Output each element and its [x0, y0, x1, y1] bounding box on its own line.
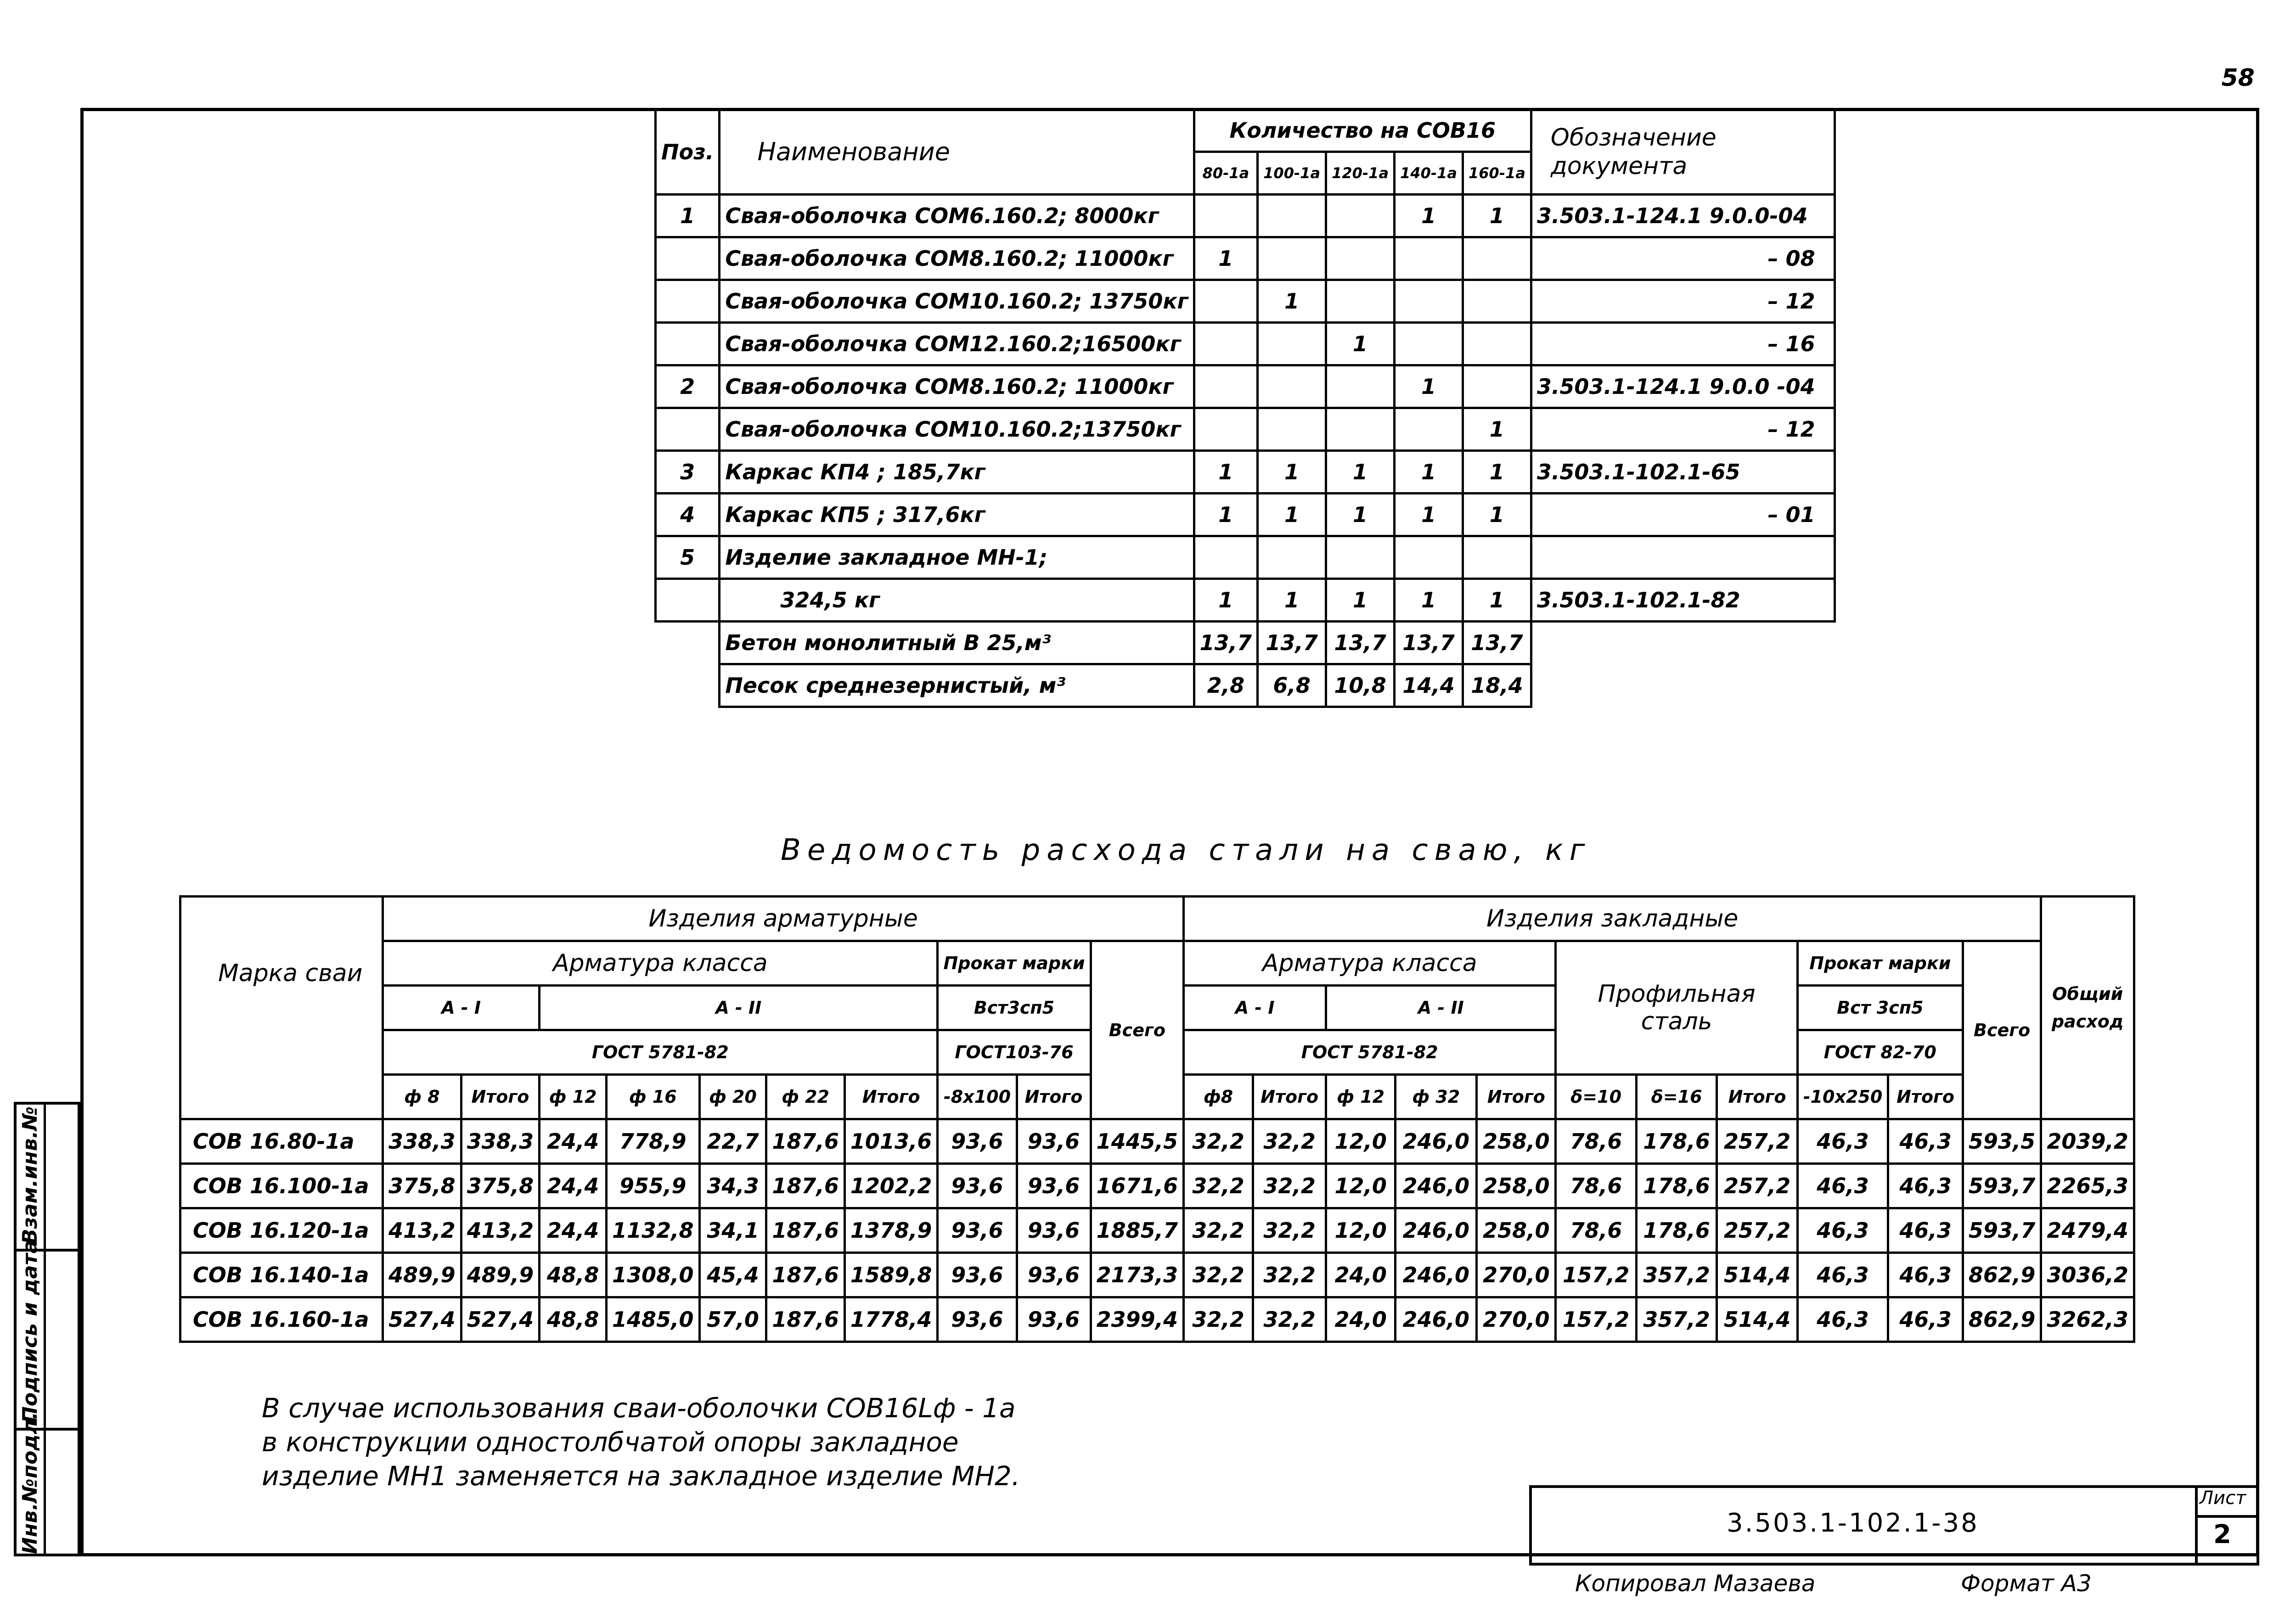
spec-name: Свая-оболочка СОМ8.160.2; 11000кг [720, 365, 1194, 408]
hdr-qty-4: 160-1а [1463, 152, 1531, 195]
steel-cell: 862,9 [1963, 1253, 2041, 1297]
spec-qty [1463, 280, 1531, 323]
steel-cell: 24,4 [540, 1119, 607, 1164]
spec-doc: – 16 [1531, 323, 1835, 365]
spec-name: Изделие закладное МН-1; [720, 536, 1194, 579]
spec-qty [1194, 365, 1258, 408]
spec-extra-empty2 [1531, 664, 1835, 707]
spec-qty [1463, 323, 1531, 365]
spec-extra-row [656, 622, 1835, 664]
steel-cell: 1671,6 [1091, 1164, 1184, 1208]
spec-pos: 5 [656, 536, 720, 579]
sheet-divider [2195, 1515, 2259, 1518]
col-zakl-0: ф8 [1184, 1075, 1253, 1119]
spec-extra-empty [656, 622, 720, 664]
steel-cell: 93,6 [938, 1208, 1017, 1253]
steel-cell: 78,6 [1556, 1164, 1636, 1208]
spec-qty: 1 [1395, 579, 1463, 622]
hdr-total: Общий расход [2041, 897, 2134, 1119]
hdr-vsego-1: Всего [1091, 941, 1184, 1119]
steel-cell: 527,4 [383, 1297, 461, 1342]
spec-name: Каркас КП5 ; 317,6кг [720, 494, 1194, 536]
steel-cell: 246,0 [1396, 1297, 1477, 1342]
sidebar-sign: Подпись и дата [18, 1240, 42, 1423]
steel-mark: СОВ 16.80-1а [180, 1119, 383, 1164]
steel-cell: 46,3 [1797, 1208, 1888, 1253]
spec-qty [1326, 408, 1395, 451]
steel-cell: 46,3 [1797, 1297, 1888, 1342]
steel-cell: 157,2 [1556, 1253, 1636, 1297]
col-zakl-2: ф 12 [1326, 1075, 1396, 1119]
hdr-gost103: ГОСТ103-76 [938, 1030, 1091, 1075]
steel-cell: 270,0 [1477, 1253, 1556, 1297]
spec-extra-qty: 13,7 [1463, 622, 1531, 664]
hdr-prokat-1: Прокат марки [938, 941, 1091, 986]
col-arm-5: ф 22 [766, 1075, 845, 1119]
hdr-pos: Поз. [656, 109, 720, 195]
steel-cell: 187,6 [766, 1208, 845, 1253]
steel-cell: 187,6 [766, 1164, 845, 1208]
spec-name: Свая-оболочка СОМ10.160.2;13750кг [720, 408, 1194, 451]
hdr-a2: А - II [540, 986, 938, 1030]
steel-cell: 46,3 [1797, 1253, 1888, 1297]
steel-cell: 514,4 [1717, 1253, 1797, 1297]
sidebar-divider [44, 1102, 46, 1556]
spec-qty: 1 [1463, 579, 1531, 622]
spec-extra-name: Песок среднезернистый, м³ [720, 664, 1194, 707]
hdr-doc: Обозначение документа [1531, 109, 1835, 195]
steel-cell: 46,3 [1888, 1253, 1963, 1297]
steel-cell: 257,2 [1717, 1164, 1797, 1208]
col-zakl-6: δ=16 [1636, 1075, 1716, 1119]
spec-qty [1463, 536, 1531, 579]
steel-table [179, 895, 2135, 1343]
hdr-marka: Марка сваи [180, 897, 383, 1119]
hdr-a1-zakl: А - I [1184, 986, 1326, 1030]
spec-qty [1258, 195, 1326, 237]
hdr-arm: Изделия арматурные [383, 897, 1184, 941]
steel-cell: 187,6 [766, 1253, 845, 1297]
spec-row [656, 195, 1835, 237]
col-arm-6: Итого [844, 1075, 938, 1119]
steel-cell: 1378,9 [844, 1208, 938, 1253]
spec-pos [656, 280, 720, 323]
steel-cell: 32,2 [1184, 1119, 1253, 1164]
col-arm-1: Итого [461, 1075, 540, 1119]
hdr-vsego-2: Всего [1963, 941, 2041, 1119]
steel-cell: 46,3 [1797, 1119, 1888, 1164]
steel-cell: 258,0 [1477, 1164, 1556, 1208]
steel-cell: 246,0 [1396, 1164, 1477, 1208]
steel-cell: 157,2 [1556, 1297, 1636, 1342]
spec-doc [1531, 536, 1835, 579]
steel-cell: 1013,6 [844, 1119, 938, 1164]
steel-cell: 24,0 [1326, 1297, 1396, 1342]
spec-qty: 1 [1326, 323, 1395, 365]
steel-cell: 46,3 [1888, 1297, 1963, 1342]
steel-cell: 32,2 [1184, 1297, 1253, 1342]
spec-qty [1194, 408, 1258, 451]
steel-cell: 24,0 [1326, 1253, 1396, 1297]
col-arm-3: ф 16 [607, 1075, 700, 1119]
col-arm-2: ф 12 [540, 1075, 607, 1119]
spec-name: Свая-оболочка СОМ12.160.2;16500кг [720, 323, 1194, 365]
spec-qty: 1 [1395, 195, 1463, 237]
steel-cell: 489,9 [461, 1253, 540, 1297]
hdr-name: Наименование [720, 109, 1194, 195]
hdr-armclass-1: Арматура класса [383, 941, 938, 986]
steel-cell: 593,7 [1963, 1208, 2041, 1253]
spec-extra-empty [656, 664, 720, 707]
spec-doc: – 08 [1531, 237, 1835, 280]
steel-cell: 93,6 [1017, 1253, 1091, 1297]
steel-cell: 93,6 [938, 1119, 1017, 1164]
hdr-gost5781: ГОСТ 5781-82 [383, 1030, 938, 1075]
spec-qty: 1 [1395, 365, 1463, 408]
spec-extra-qty: 13,7 [1326, 622, 1395, 664]
spec-doc: 3.503.1-102.1-82 [1531, 579, 1835, 622]
steel-cell: 78,6 [1556, 1119, 1636, 1164]
spec-qty [1326, 365, 1395, 408]
spec-doc: 3.503.1-124.1 9.0.0-04 [1531, 195, 1835, 237]
steel-cell: 375,8 [383, 1164, 461, 1208]
spec-row [656, 579, 1835, 622]
spec-qty [1326, 280, 1395, 323]
steel-cell: 12,0 [1326, 1119, 1396, 1164]
steel-cell: 2399,4 [1091, 1297, 1184, 1342]
steel-cell: 955,9 [607, 1164, 700, 1208]
spec-pos: 4 [656, 494, 720, 536]
col-arm-0: ф 8 [383, 1075, 461, 1119]
note [262, 1391, 1020, 1493]
steel-mark: СОВ 16.160-1а [180, 1297, 383, 1342]
steel-cell: 93,6 [1017, 1297, 1091, 1342]
steel-cell: 1778,4 [844, 1297, 938, 1342]
note-line-2: в конструкции одностолбчатой опоры закладное [262, 1426, 959, 1458]
spec-qty [1326, 237, 1395, 280]
spec-pos: 2 [656, 365, 720, 408]
copied-by: Копировал Мазаева [1575, 1570, 1816, 1597]
col-zakl-1: Итого [1253, 1075, 1326, 1119]
spec-qty: 1 [1258, 494, 1326, 536]
steel-cell: 178,6 [1636, 1164, 1716, 1208]
steel-cell: 93,6 [938, 1253, 1017, 1297]
col-zakl-3: ф 32 [1396, 1075, 1477, 1119]
steel-cell: 32,2 [1253, 1297, 1326, 1342]
format: Формат А3 [1961, 1570, 2092, 1597]
spec-row [656, 365, 1835, 408]
steel-cell: 1308,0 [607, 1253, 700, 1297]
spec-name: Свая-оболочка СОМ8.160.2; 11000кг [720, 237, 1194, 280]
spec-qty: 1 [1463, 494, 1531, 536]
steel-cell: 32,2 [1253, 1164, 1326, 1208]
steel-cell: 46,3 [1888, 1208, 1963, 1253]
hdr-qty-0: 80-1а [1194, 152, 1258, 195]
steel-cell: 258,0 [1477, 1119, 1556, 1164]
hdr-prokat-2: Прокат марки [1797, 941, 1963, 986]
spec-extra-qty: 13,7 [1258, 622, 1326, 664]
steel-cell: 257,2 [1717, 1208, 1797, 1253]
steel-cell: 514,4 [1717, 1297, 1797, 1342]
hdr-qty-3: 140-1а [1395, 152, 1463, 195]
spec-row [656, 408, 1835, 451]
spec-qty [1194, 536, 1258, 579]
steel-row [180, 1253, 2134, 1297]
spec-extra-qty: 14,4 [1395, 664, 1463, 707]
steel-cell: 93,6 [1017, 1119, 1091, 1164]
spec-doc: – 12 [1531, 280, 1835, 323]
steel-cell: 3036,2 [2041, 1253, 2134, 1297]
spec-qty: 1 [1395, 451, 1463, 494]
sheet-number: 2 [2213, 1520, 2231, 1549]
col-zakl-9: Итого [1888, 1075, 1963, 1119]
steel-cell: 178,6 [1636, 1119, 1716, 1164]
steel-cell: 178,6 [1636, 1208, 1716, 1253]
spec-qty [1326, 536, 1395, 579]
steel-cell: 34,3 [699, 1164, 766, 1208]
steel-cell: 32,2 [1253, 1253, 1326, 1297]
spec-name: 324,5 кг [720, 579, 1194, 622]
hdr-a1: А - I [383, 986, 540, 1030]
spec-row [656, 237, 1835, 280]
spec-qty: 1 [1326, 579, 1395, 622]
steel-cell: 1445,5 [1091, 1119, 1184, 1164]
steel-cell: 32,2 [1184, 1164, 1253, 1208]
spec-pos [656, 408, 720, 451]
spec-doc: – 01 [1531, 494, 1835, 536]
spec-pos [656, 323, 720, 365]
steel-mark: СОВ 16.100-1а [180, 1164, 383, 1208]
col-zakl-4: Итого [1477, 1075, 1556, 1119]
col-zakl-7: Итого [1717, 1075, 1797, 1119]
steel-cell: 2479,4 [2041, 1208, 2134, 1253]
spec-extra-qty: 6,8 [1258, 664, 1326, 707]
spec-pos [656, 579, 720, 622]
sidebar-replace: Взам.инв.№ [18, 1106, 42, 1244]
steel-cell: 45,4 [699, 1253, 766, 1297]
steel-table-title: Ведомость расхода стали на сваю, кг [781, 833, 1592, 867]
spec-name: Каркас КП4 ; 185,7кг [720, 451, 1194, 494]
spec-qty [1395, 536, 1463, 579]
spec-qty: 1 [1463, 408, 1531, 451]
spec-qty: 1 [1395, 494, 1463, 536]
spec-qty: 1 [1326, 451, 1395, 494]
steel-cell: 778,9 [607, 1119, 700, 1164]
steel-cell: 32,2 [1184, 1208, 1253, 1253]
spec-pos [656, 237, 720, 280]
spec-qty [1194, 280, 1258, 323]
spec-qty: 1 [1194, 237, 1258, 280]
spec-name: Свая-оболочка СОМ10.160.2; 13750кг [720, 280, 1194, 323]
steel-cell: 3262,3 [2041, 1297, 2134, 1342]
steel-cell: 338,3 [461, 1119, 540, 1164]
spec-pos: 3 [656, 451, 720, 494]
steel-cell: 1589,8 [844, 1253, 938, 1297]
steel-cell: 2265,3 [2041, 1164, 2134, 1208]
sidebar-inv: Инв.№подл. [18, 1412, 42, 1554]
steel-cell: 46,3 [1888, 1119, 1963, 1164]
spec-qty: 1 [1258, 280, 1326, 323]
steel-cell: 246,0 [1396, 1119, 1477, 1164]
spec-name: Свая-оболочка СОМ6.160.2; 8000кг [720, 195, 1194, 237]
steel-row [180, 1164, 2134, 1208]
spec-extra-qty: 13,7 [1194, 622, 1258, 664]
spec-qty: 1 [1258, 451, 1326, 494]
steel-mark: СОВ 16.120-1а [180, 1208, 383, 1253]
hdr-qty: Количество на СОВ16 [1194, 109, 1531, 152]
steel-cell: 93,6 [1017, 1164, 1091, 1208]
steel-cell: 862,9 [1963, 1297, 2041, 1342]
steel-cell: 93,6 [1017, 1208, 1091, 1253]
spec-row [656, 536, 1835, 579]
steel-cell: 48,8 [540, 1297, 607, 1342]
spec-qty [1258, 365, 1326, 408]
spec-qty: 1 [1326, 494, 1395, 536]
steel-cell: 12,0 [1326, 1208, 1396, 1253]
spec-extra-qty: 13,7 [1395, 622, 1463, 664]
spec-qty: 1 [1463, 451, 1531, 494]
spec-qty [1395, 323, 1463, 365]
steel-cell: 32,2 [1184, 1253, 1253, 1297]
col-arm-8: Итого [1017, 1075, 1091, 1119]
col-arm-4: ф 20 [699, 1075, 766, 1119]
hdr-gost82: ГОСТ 82-70 [1797, 1030, 1963, 1075]
spec-doc: 3.503.1-124.1 9.0.0 -04 [1531, 365, 1835, 408]
spec-qty [1258, 536, 1326, 579]
spec-qty [1395, 237, 1463, 280]
spec-qty [1463, 237, 1531, 280]
page-number: 58 [2221, 64, 2255, 92]
steel-cell: 22,7 [699, 1119, 766, 1164]
steel-cell: 187,6 [766, 1297, 845, 1342]
spec-qty [1194, 195, 1258, 237]
spec-extra-row [656, 664, 1835, 707]
steel-cell: 375,8 [461, 1164, 540, 1208]
spec-qty: 1 [1194, 451, 1258, 494]
spec-row [656, 323, 1835, 365]
spec-qty [1194, 323, 1258, 365]
note-line-1: В случае использования сваи-оболочки СОВ16Lф - 1а [262, 1392, 1016, 1424]
spec-qty: 1 [1463, 195, 1531, 237]
steel-cell: 24,4 [540, 1164, 607, 1208]
spec-extra-name: Бетон монолитный В 25,м³ [720, 622, 1194, 664]
steel-cell: 46,3 [1797, 1164, 1888, 1208]
spec-doc: – 12 [1531, 408, 1835, 451]
hdr-qty-2: 120-1а [1326, 152, 1395, 195]
steel-cell: 338,3 [383, 1119, 461, 1164]
steel-mark: СОВ 16.140-1а [180, 1253, 383, 1297]
spec-qty [1395, 408, 1463, 451]
spec-pos: 1 [656, 195, 720, 237]
spec-row [656, 451, 1835, 494]
steel-cell: 258,0 [1477, 1208, 1556, 1253]
steel-cell: 57,0 [699, 1297, 766, 1342]
steel-cell: 24,4 [540, 1208, 607, 1253]
steel-cell: 246,0 [1396, 1253, 1477, 1297]
steel-cell: 34,1 [699, 1208, 766, 1253]
steel-cell: 413,2 [383, 1208, 461, 1253]
spec-table [654, 108, 1836, 708]
spec-qty [1258, 323, 1326, 365]
steel-cell: 32,2 [1253, 1119, 1326, 1164]
spec-extra-qty: 10,8 [1326, 664, 1395, 707]
steel-cell: 93,6 [938, 1164, 1017, 1208]
col-arm-7: -8х100 [938, 1075, 1017, 1119]
steel-cell: 32,2 [1253, 1208, 1326, 1253]
spec-qty [1258, 408, 1326, 451]
steel-cell: 93,6 [938, 1297, 1017, 1342]
steel-cell: 46,3 [1888, 1164, 1963, 1208]
spec-row [656, 494, 1835, 536]
steel-cell: 187,6 [766, 1119, 845, 1164]
spec-qty: 1 [1194, 494, 1258, 536]
steel-cell: 357,2 [1636, 1253, 1716, 1297]
steel-cell: 527,4 [461, 1297, 540, 1342]
spec-extra-empty2 [1531, 622, 1835, 664]
spec-qty [1395, 280, 1463, 323]
steel-cell: 489,9 [383, 1253, 461, 1297]
steel-row [180, 1208, 2134, 1253]
spec-qty: 1 [1258, 579, 1326, 622]
hdr-a2-zakl: А - II [1326, 986, 1556, 1030]
col-zakl-8: -10х250 [1797, 1075, 1888, 1119]
steel-cell: 1485,0 [607, 1297, 700, 1342]
document-code: 3.503.1-102.1-38 [1727, 1508, 1979, 1538]
hdr-vst: Вст3сп5 [938, 986, 1091, 1030]
steel-cell: 1885,7 [1091, 1208, 1184, 1253]
steel-cell: 593,5 [1963, 1119, 2041, 1164]
hdr-qty-1: 100-1а [1258, 152, 1326, 195]
spec-qty: 1 [1194, 579, 1258, 622]
spec-row [656, 280, 1835, 323]
hdr-gost5781-zakl: ГОСТ 5781-82 [1184, 1030, 1556, 1075]
steel-cell: 593,7 [1963, 1164, 2041, 1208]
sheet-label: Лист [2200, 1488, 2246, 1509]
steel-cell: 12,0 [1326, 1164, 1396, 1208]
steel-cell: 2039,2 [2041, 1119, 2134, 1164]
hdr-profil: Профильная сталь [1556, 941, 1797, 1075]
spec-extra-qty: 18,4 [1463, 664, 1531, 707]
steel-cell: 257,2 [1717, 1119, 1797, 1164]
note-line-3: изделие МН1 заменяется на закладное изделие МН2. [262, 1460, 1020, 1492]
steel-cell: 78,6 [1556, 1208, 1636, 1253]
steel-cell: 2173,3 [1091, 1253, 1184, 1297]
spec-qty [1326, 195, 1395, 237]
hdr-armclass-2: Арматура класса [1184, 941, 1556, 986]
spec-extra-qty: 2,8 [1194, 664, 1258, 707]
steel-row [180, 1297, 2134, 1342]
steel-cell: 1132,8 [607, 1208, 700, 1253]
spec-qty [1463, 365, 1531, 408]
steel-cell: 48,8 [540, 1253, 607, 1297]
spec-qty [1258, 237, 1326, 280]
col-zakl-5: δ=10 [1556, 1075, 1636, 1119]
hdr-zakl: Изделия закладные [1184, 897, 2041, 941]
steel-cell: 246,0 [1396, 1208, 1477, 1253]
steel-row [180, 1119, 2134, 1164]
steel-cell: 1202,2 [844, 1164, 938, 1208]
steel-cell: 270,0 [1477, 1297, 1556, 1342]
steel-cell: 413,2 [461, 1208, 540, 1253]
steel-cell: 357,2 [1636, 1297, 1716, 1342]
spec-doc: 3.503.1-102.1-65 [1531, 451, 1835, 494]
hdr-vst2: Вст 3сп5 [1797, 986, 1963, 1030]
